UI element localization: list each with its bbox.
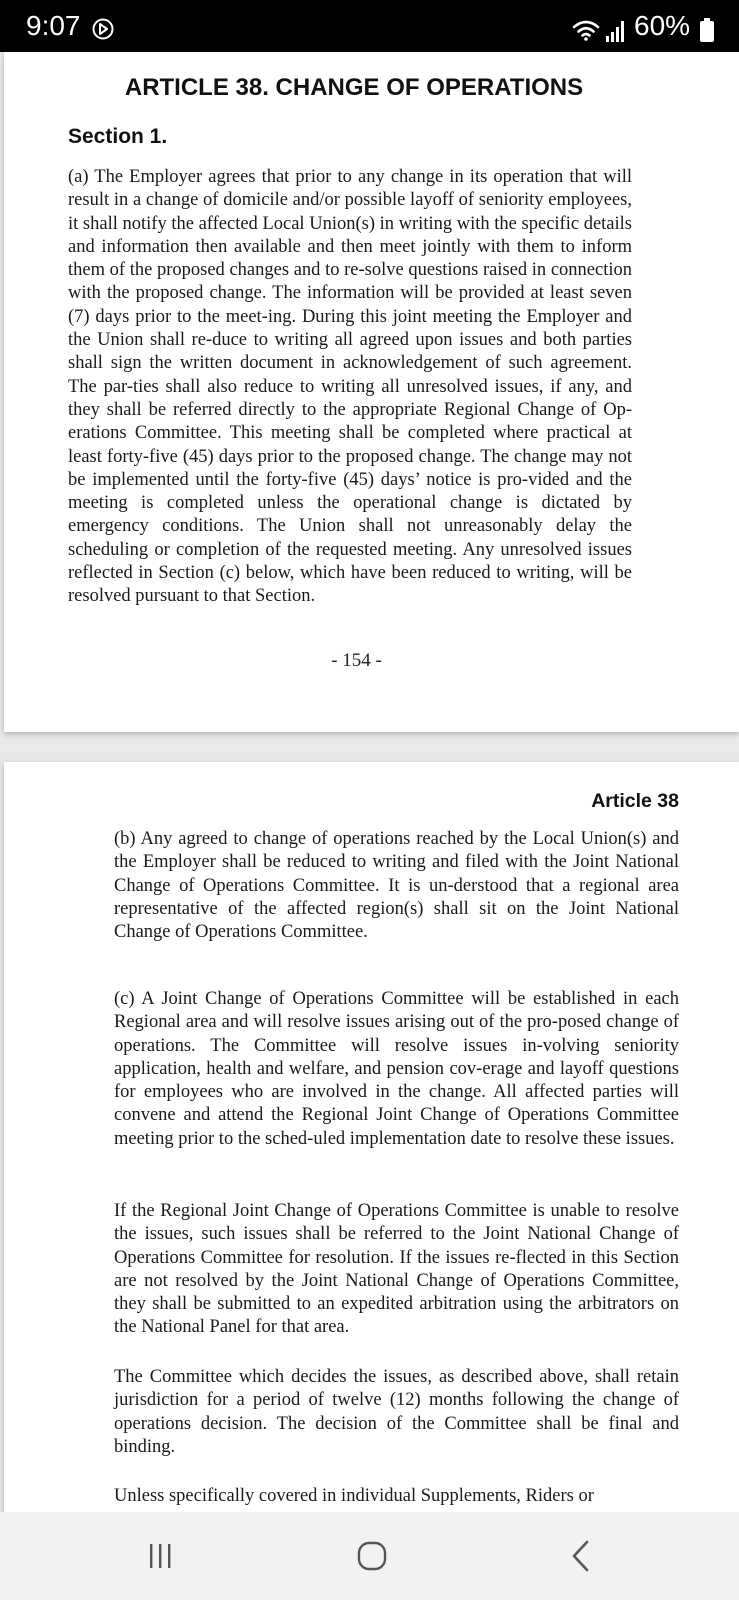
paragraph-c: (c) A Joint Change of Operations Committee will be established in each Regional area and will resolve issues arising out of the pro-posed change of operations. The Committee will resolve issues in-volving seniority application, health and welfare, and pension cov-erage and layoff questions for employees who are involved in the change. All affected parties will convene and attend the Regional Joint Change of Operations Committee meeting prior to the sched-uled implementation date to resolve these issues. bbox=[114, 989, 679, 1149]
battery-percent: 60% bbox=[634, 10, 691, 41]
running-head: Article 38 bbox=[591, 790, 679, 812]
recents-icon[interactable] bbox=[140, 1536, 180, 1576]
page-number: - 154 - bbox=[331, 650, 382, 671]
paragraph-f: Unless specifically covered in individual Supplements, Riders or bbox=[114, 1486, 594, 1506]
section-heading: Section 1. bbox=[68, 125, 168, 148]
signal-icon bbox=[606, 20, 626, 42]
status-time: 9:07 bbox=[26, 10, 81, 41]
battery-icon bbox=[700, 18, 714, 42]
paragraph-d: If the Regional Joint Change of Operations Committee is unable to resolve the issues, such issues shall be referred to the Joint National Change of Operations Committee for resolution. If the issues re-flected in this Section are not resolved by the Joint National Change of Operations Committee, they shall be submitted to an expedited arbitration using the arbitrators on the National Panel for that area. bbox=[114, 1201, 679, 1338]
wifi-icon bbox=[572, 18, 600, 42]
paragraph-b: (b) Any agreed to change of operations reached by the Local Union(s) and the Employer shall be reduced to writing and filed with the Joint National Change of Operations Committee. It is un-derstood that a regional area representative of the affected region(s) shall sit on the Joint National Change of Operations Committee. bbox=[114, 829, 679, 943]
app-notification-icon bbox=[92, 18, 114, 40]
document-page-154 bbox=[4, 52, 739, 732]
document-page-155 bbox=[4, 762, 739, 1522]
paragraph-a: (a) The Employer agrees that prior to any change in its operation that will result in a change of domicile and/or possible layoff of seniority employees, it shall notify the affected Local Union(s) in writing with the specific details and information then available and then meet jointly with them to inform them of the proposed changes and to re-solve questions raised in connection with the proposed change. The information will be provided at least seven (7) days prior to the meet-ing. During this joint meeting the Employer and the Union shall re-duce to writing all agreed upon issues and both parties shall sign the written document in acknowledgement of such agreement. The par-ties shall also reduce to writing all unresolved issues, if any, and they shall be referred directly to the appropriate Regional Change of Op-erations Committee. This meeting shall be completed where practical at least forty-five (45) days prior to the proposed change. The change may not be implemented until the forty-five (45) days’ notice is pro-vided and the meeting is completed unless the operational change is dictated by emergency conditions. The Union shall not unreasonably delay the scheduling or completion of the requested meeting. Any unresolved issues reflected in Section (c) below, which have been reduced to writing, will be resolved pursuant to that Section. bbox=[68, 167, 632, 607]
article-title: ARTICLE 38. CHANGE OF OPERATIONS bbox=[124, 74, 584, 101]
navigation-bar bbox=[0, 1512, 739, 1600]
paragraph-e: The Committee which decides the issues, as described above, shall retain jurisdiction for a period of twelve (12) months following the change of operations decision. The decision of the Committee shall be final and binding. bbox=[114, 1367, 679, 1457]
back-icon[interactable] bbox=[562, 1536, 602, 1576]
status-bar bbox=[0, 0, 739, 52]
home-icon[interactable] bbox=[352, 1536, 392, 1576]
